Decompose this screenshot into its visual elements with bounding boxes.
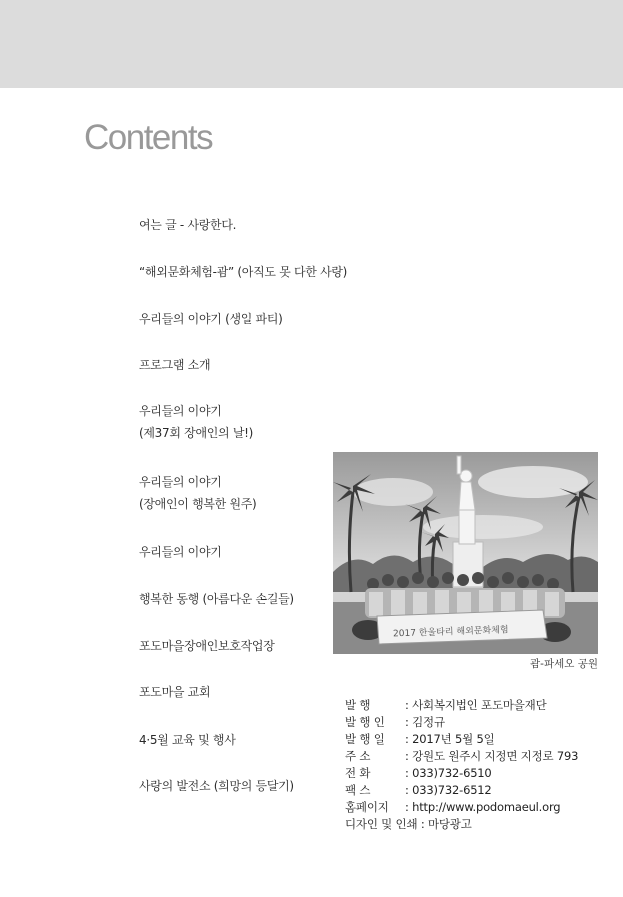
colophon-value: 033)732-6512 xyxy=(412,783,492,797)
toc-title xyxy=(139,308,283,330)
toc-title xyxy=(139,729,235,751)
colophon xyxy=(345,697,578,833)
toc-title-line: 포도마을장애인보호작업장 xyxy=(139,639,275,653)
toc-title-line: 우리들의 이야기 xyxy=(139,475,222,489)
colophon-row: 홈페이지 : http://www.podomaeul.org xyxy=(345,800,561,814)
toc-title-line: 우리들의 이야기 xyxy=(139,404,222,418)
colophon-value: http://www.podomaeul.org xyxy=(412,800,561,814)
colophon-row: 발 행 인 : 김정규 xyxy=(345,715,445,729)
colophon-label: 발 행 인 xyxy=(345,715,385,729)
toc-title xyxy=(139,471,256,515)
page-title: Contents xyxy=(84,118,213,157)
colophon-label: 디자인 및 인쇄 xyxy=(345,817,418,831)
toc-title xyxy=(139,635,275,657)
colophon-label: 전 화 xyxy=(345,766,371,780)
group-photo-illustration xyxy=(333,452,598,654)
toc-title-line: 여는 글 - 사랑한다. xyxy=(139,218,237,232)
toc-title-line: (장애인이 행복한 원주) xyxy=(139,497,257,511)
toc-title xyxy=(139,400,253,444)
colophon-row: 팩 스 : 033)732-6512 xyxy=(345,783,492,797)
colophon-value: 강원도 원주시 지정면 지정로 793 xyxy=(412,749,579,763)
toc-title xyxy=(139,541,222,563)
colophon-row: 전 화 : 033)732-6510 xyxy=(345,766,492,780)
group-photo xyxy=(333,452,598,654)
toc-title-line: “해외문화체험-괌” (아직도 못 다한 사랑) xyxy=(139,265,348,279)
colophon-label: 팩 스 xyxy=(345,783,371,797)
colophon-row: 발 행 일 : 2017년 5월 5일 xyxy=(345,732,495,746)
colophon-value: 마당광고 xyxy=(427,817,472,831)
toc-title xyxy=(139,588,294,610)
toc-title-line: 포도마을 교회 xyxy=(139,685,211,699)
toc-title xyxy=(139,681,210,703)
colophon-row: 발 행 : 사회복지법인 포도마을재단 xyxy=(345,698,547,712)
colophon-value: 김정규 xyxy=(412,715,445,729)
header-band xyxy=(0,0,623,88)
colophon-label: 발 행 xyxy=(345,698,371,712)
colophon-value: 사회복지법인 포도마을재단 xyxy=(412,698,547,712)
toc-title xyxy=(139,261,347,283)
toc-title-line: 4·5월 교육 및 행사 xyxy=(139,733,236,747)
toc-title-line: 사랑의 발전소 (희망의 등달기) xyxy=(139,779,294,793)
toc-title-line: 우리들의 이야기 (생일 파티) xyxy=(139,312,283,326)
toc-title xyxy=(139,214,236,236)
colophon-label: 홈페이지 xyxy=(345,800,389,814)
colophon-value: 2017년 5월 5일 xyxy=(412,732,495,746)
toc-title-line: 행복한 동행 (아름다운 손길들) xyxy=(139,592,294,606)
colophon-label: 발 행 일 xyxy=(345,732,385,746)
toc-title xyxy=(139,354,210,376)
colophon-row: 주 소 : 강원도 원주시 지정면 지정로 793 xyxy=(345,749,579,763)
toc-title-line: 프로그램 소개 xyxy=(139,358,211,372)
toc-title xyxy=(139,775,294,797)
colophon-label: 주 소 xyxy=(345,749,371,763)
banner-text: 2017 한울타리 해외문화체험 xyxy=(392,625,509,640)
toc-title-line: 우리들의 이야기 xyxy=(139,545,222,559)
toc-title-line: (제37회 장애인의 날!) xyxy=(139,426,254,440)
colophon-row: 디자인 및 인쇄 : 마당광고 xyxy=(345,817,472,831)
colophon-value: 033)732-6510 xyxy=(412,766,492,780)
photo-caption: 괌-파세오 공원 xyxy=(530,658,598,670)
